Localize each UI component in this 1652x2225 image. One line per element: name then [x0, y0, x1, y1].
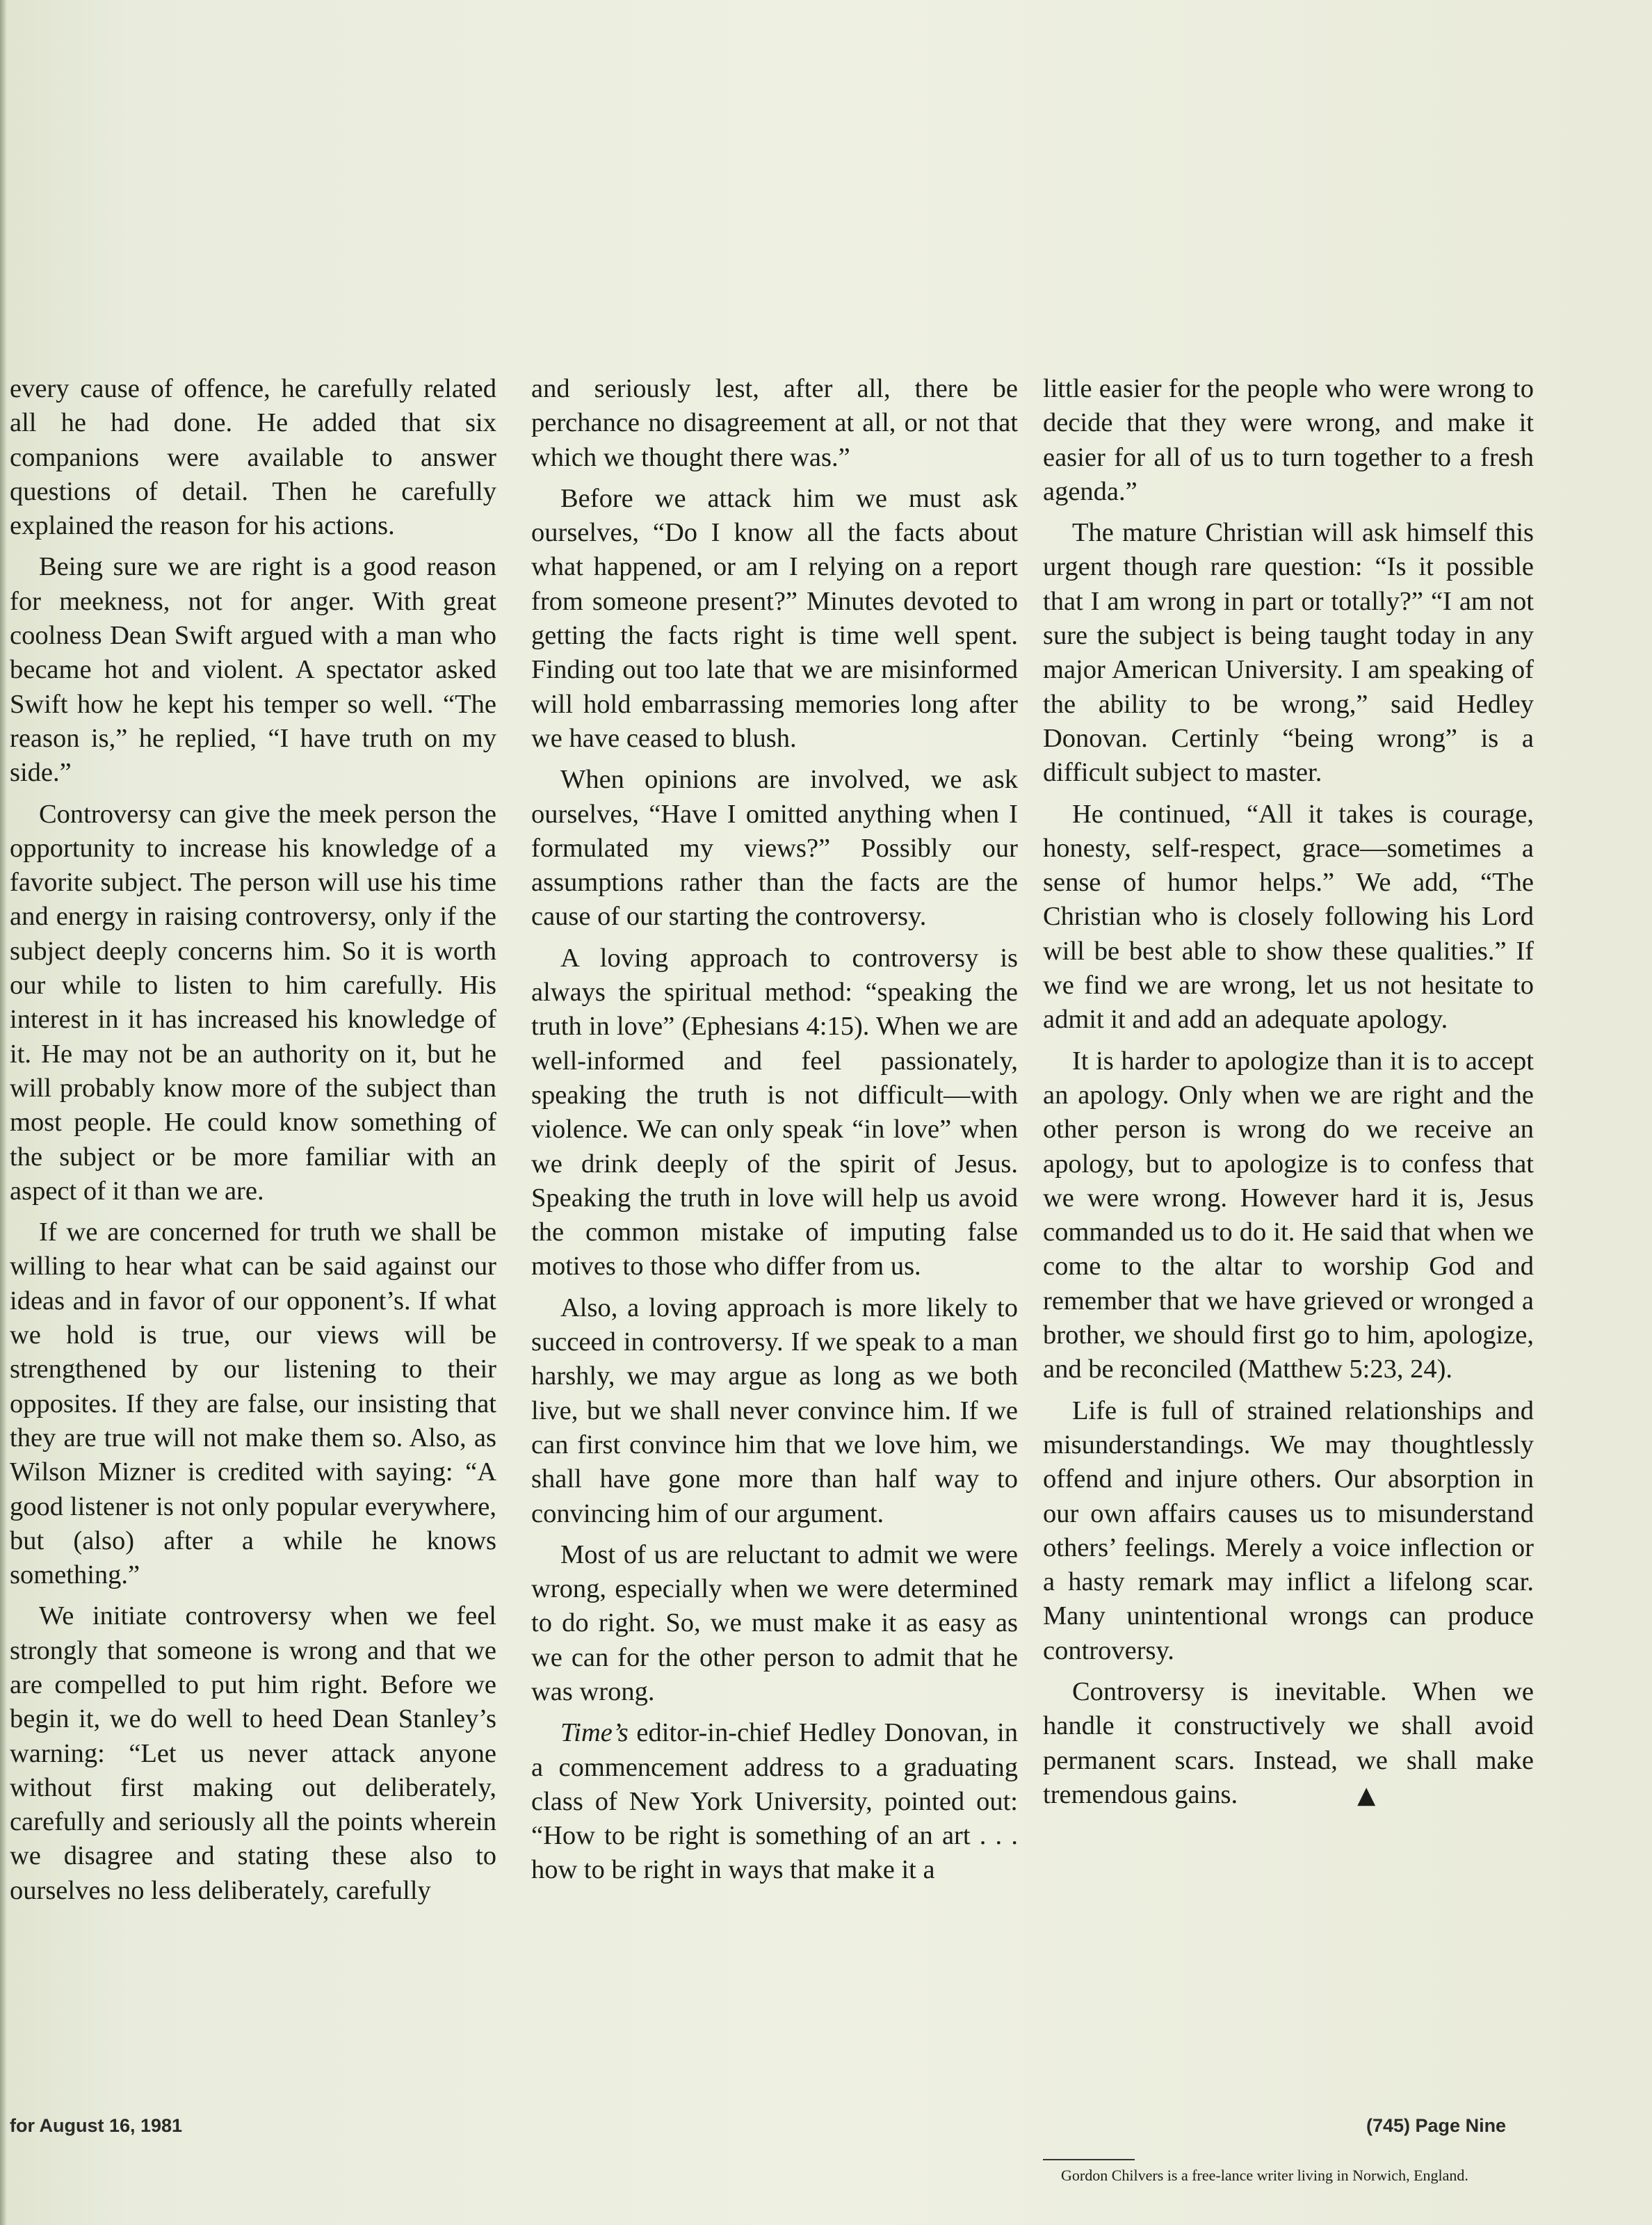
paragraph: He continued, “All it takes is courage, honesty, self-respect, grace—sometimes a sense of humor helps.” We add, “The Christian who is closely following his Lord will be best able to show these qualities.” If we find we are wrong, let us not hesitate to admit it and add an adequate apology.	[1043, 799, 1534, 1035]
footer-date: for August 16, 1981	[10, 2115, 183, 2136]
column-2	[531, 372, 1018, 1895]
paragraph: It is harder to apologize than it is to accept an apology. Only when we are right and the other person is wrong do we receive an apology, but to apologize is to confess that we were wrong. However hard it is, Jesus commanded us to do it. He said that when we come to the altar to worship God and remember that we have grieved or wronged a brother, we should first go to him, apologize, and be reconciled (Matthew 5:23, 24).	[1043, 1046, 1534, 1384]
paragraph: little easier for the people who were wrong to decide that they were wrong, and make it easier for all of us to turn together to a fresh agenda.”	[1043, 374, 1534, 506]
paragraph: and seriously lest, after all, there be perchance no disagreement at all, or not that which we thought there was.”	[531, 374, 1018, 472]
paragraph: Most of us are reluctant to admit we were wrong, especially when we were determined to do right. So, we must make it as easy as we can for the other person to admit that he was wrong.	[531, 1539, 1018, 1706]
paragraph: Life is full of strained relationships and misunderstandings. We may thoughtlessly offend and injure others. Our absorption in our own affairs causes us to misunderstand others’ feelings. Merely a voice inflection or a hasty remark may inflict a lifelong scar. Many unintentional wrongs can produce controversy.	[1043, 1395, 1534, 1665]
page-gutter-shadow	[0, 0, 7, 2225]
paragraph: Controversy can give the meek person the opportunity to increase his knowledge of a favorite subject. The person will use his time and energy in raising controversy, only if the subject deeply concerns him. So it is worth our while to listen to him carefully. His interest in it has increased his knowledge of it. He may not be an authority on it, but he will probably know more of the subject than most people. He could know something of the subject or be more familiar with an aspect of it than we are.	[10, 799, 496, 1206]
paragraph: When opinions are involved, we ask ourselves, “Have I omitted anything when I formulated my views?” Possibly our assumptions rather than the facts are the cause of our starting the controversy.	[531, 765, 1018, 932]
paragraph-time-quote	[531, 1716, 1018, 1887]
column-1	[10, 372, 496, 1915]
final-paragraph	[1043, 1675, 1534, 1813]
paragraph: The mature Christian will ask himself this urgent though rare question: “Is it possible that I am wrong in part or totally?” “I am not sure the subject is being taught today in any major American University. I am speaking of the ability to be wrong,” said Hedley Donovan. Certinly “being wrong” is a difficult subject to master.	[1043, 518, 1534, 788]
footer-page-number: (745) Page Nine	[1366, 2115, 1507, 2136]
paragraph: We initiate controversy when we feel strongly that someone is wrong and that we are compelled to put him right. Before we begin it, we do well to heed Dean Stanley’s warning: “Let us never attack anyone without first making out deliberately, carefully and seriously all the points wherein we disagree and stating these also to ourselves no less deliberately, carefully	[10, 1601, 496, 1905]
paragraph: Also, a loving approach is more likely to succeed in controversy. If we speak to a man harshly, we may argue as long as we both live, but we shall never convince him. If we can first convince him that we love him, we shall have gone more than half way to convincing him of our argument.	[531, 1293, 1018, 1528]
paragraph: Being sure we are right is a good reason for meekness, not for anger. With great coolness Dean Swift argued with a man who became hot and violent. A spectator asked Swift how he kept his temper so well. “The reason is,” he replied, “I have truth on my side.”	[10, 552, 496, 788]
bio-divider	[1043, 2159, 1135, 2160]
paragraph: A loving approach to controversy is always the spiritual method: “speaking the truth in love” (Ephesians 4:15). When we are well-informed and feel passionately, speaking the truth is not difficult—with violence. We can only speak “in love” when we drink deeply of the spirit of Jesus. Speaking the truth in love will help us avoid the common mistake of imputing false motives to those who differ from us.	[531, 943, 1018, 1281]
column-3	[1043, 372, 1534, 1820]
paragraph-text: Controversy is inevitable. When we handle it constructively we shall avoid permanent scars. Instead, we shall make tremendous gains.	[1043, 1676, 1534, 1809]
end-of-article-triangle-icon: ▲	[1357, 1781, 1376, 1809]
paragraph-text: editor-in-chief Hedley Donovan, in a commencement address to a graduating class of New York University, pointed out: “How to be right is something of an art . . . how to be right in ways that make it a	[531, 1718, 1018, 1885]
paragraph: If we are concerned for truth we shall be willing to hear what can be said against our ideas and in favor of our opponent’s. If what we hold is true, our views will be strengthened by our listening to their opposites. If they are false, our insisting that they are true will not make them so. Also, as Wilson Mizner is credited with saying: “A good listener is not only popular everywhere, but (also) after a while he knows something.”	[10, 1217, 496, 1590]
paragraph: every cause of offence, he carefully related all he had done. He added that six companions were available to answer questions of detail. Then he carefully explained the reason for his actions.	[10, 374, 496, 541]
paragraph: Before we attack him we must ask ourselves, “Do I know all the facts about what happened, or am I relying on a report from someone present?” Minutes devoted to getting the facts right is time well spent. Finding out too late that we are misinformed will hold embarrassing memories long after we have ceased to blush.	[531, 483, 1018, 753]
author-bio: Gordon Chilvers is a free-lance writer living in Norwich, England.	[1061, 2167, 1468, 2184]
magazine-title: Time’s	[560, 1718, 629, 1748]
